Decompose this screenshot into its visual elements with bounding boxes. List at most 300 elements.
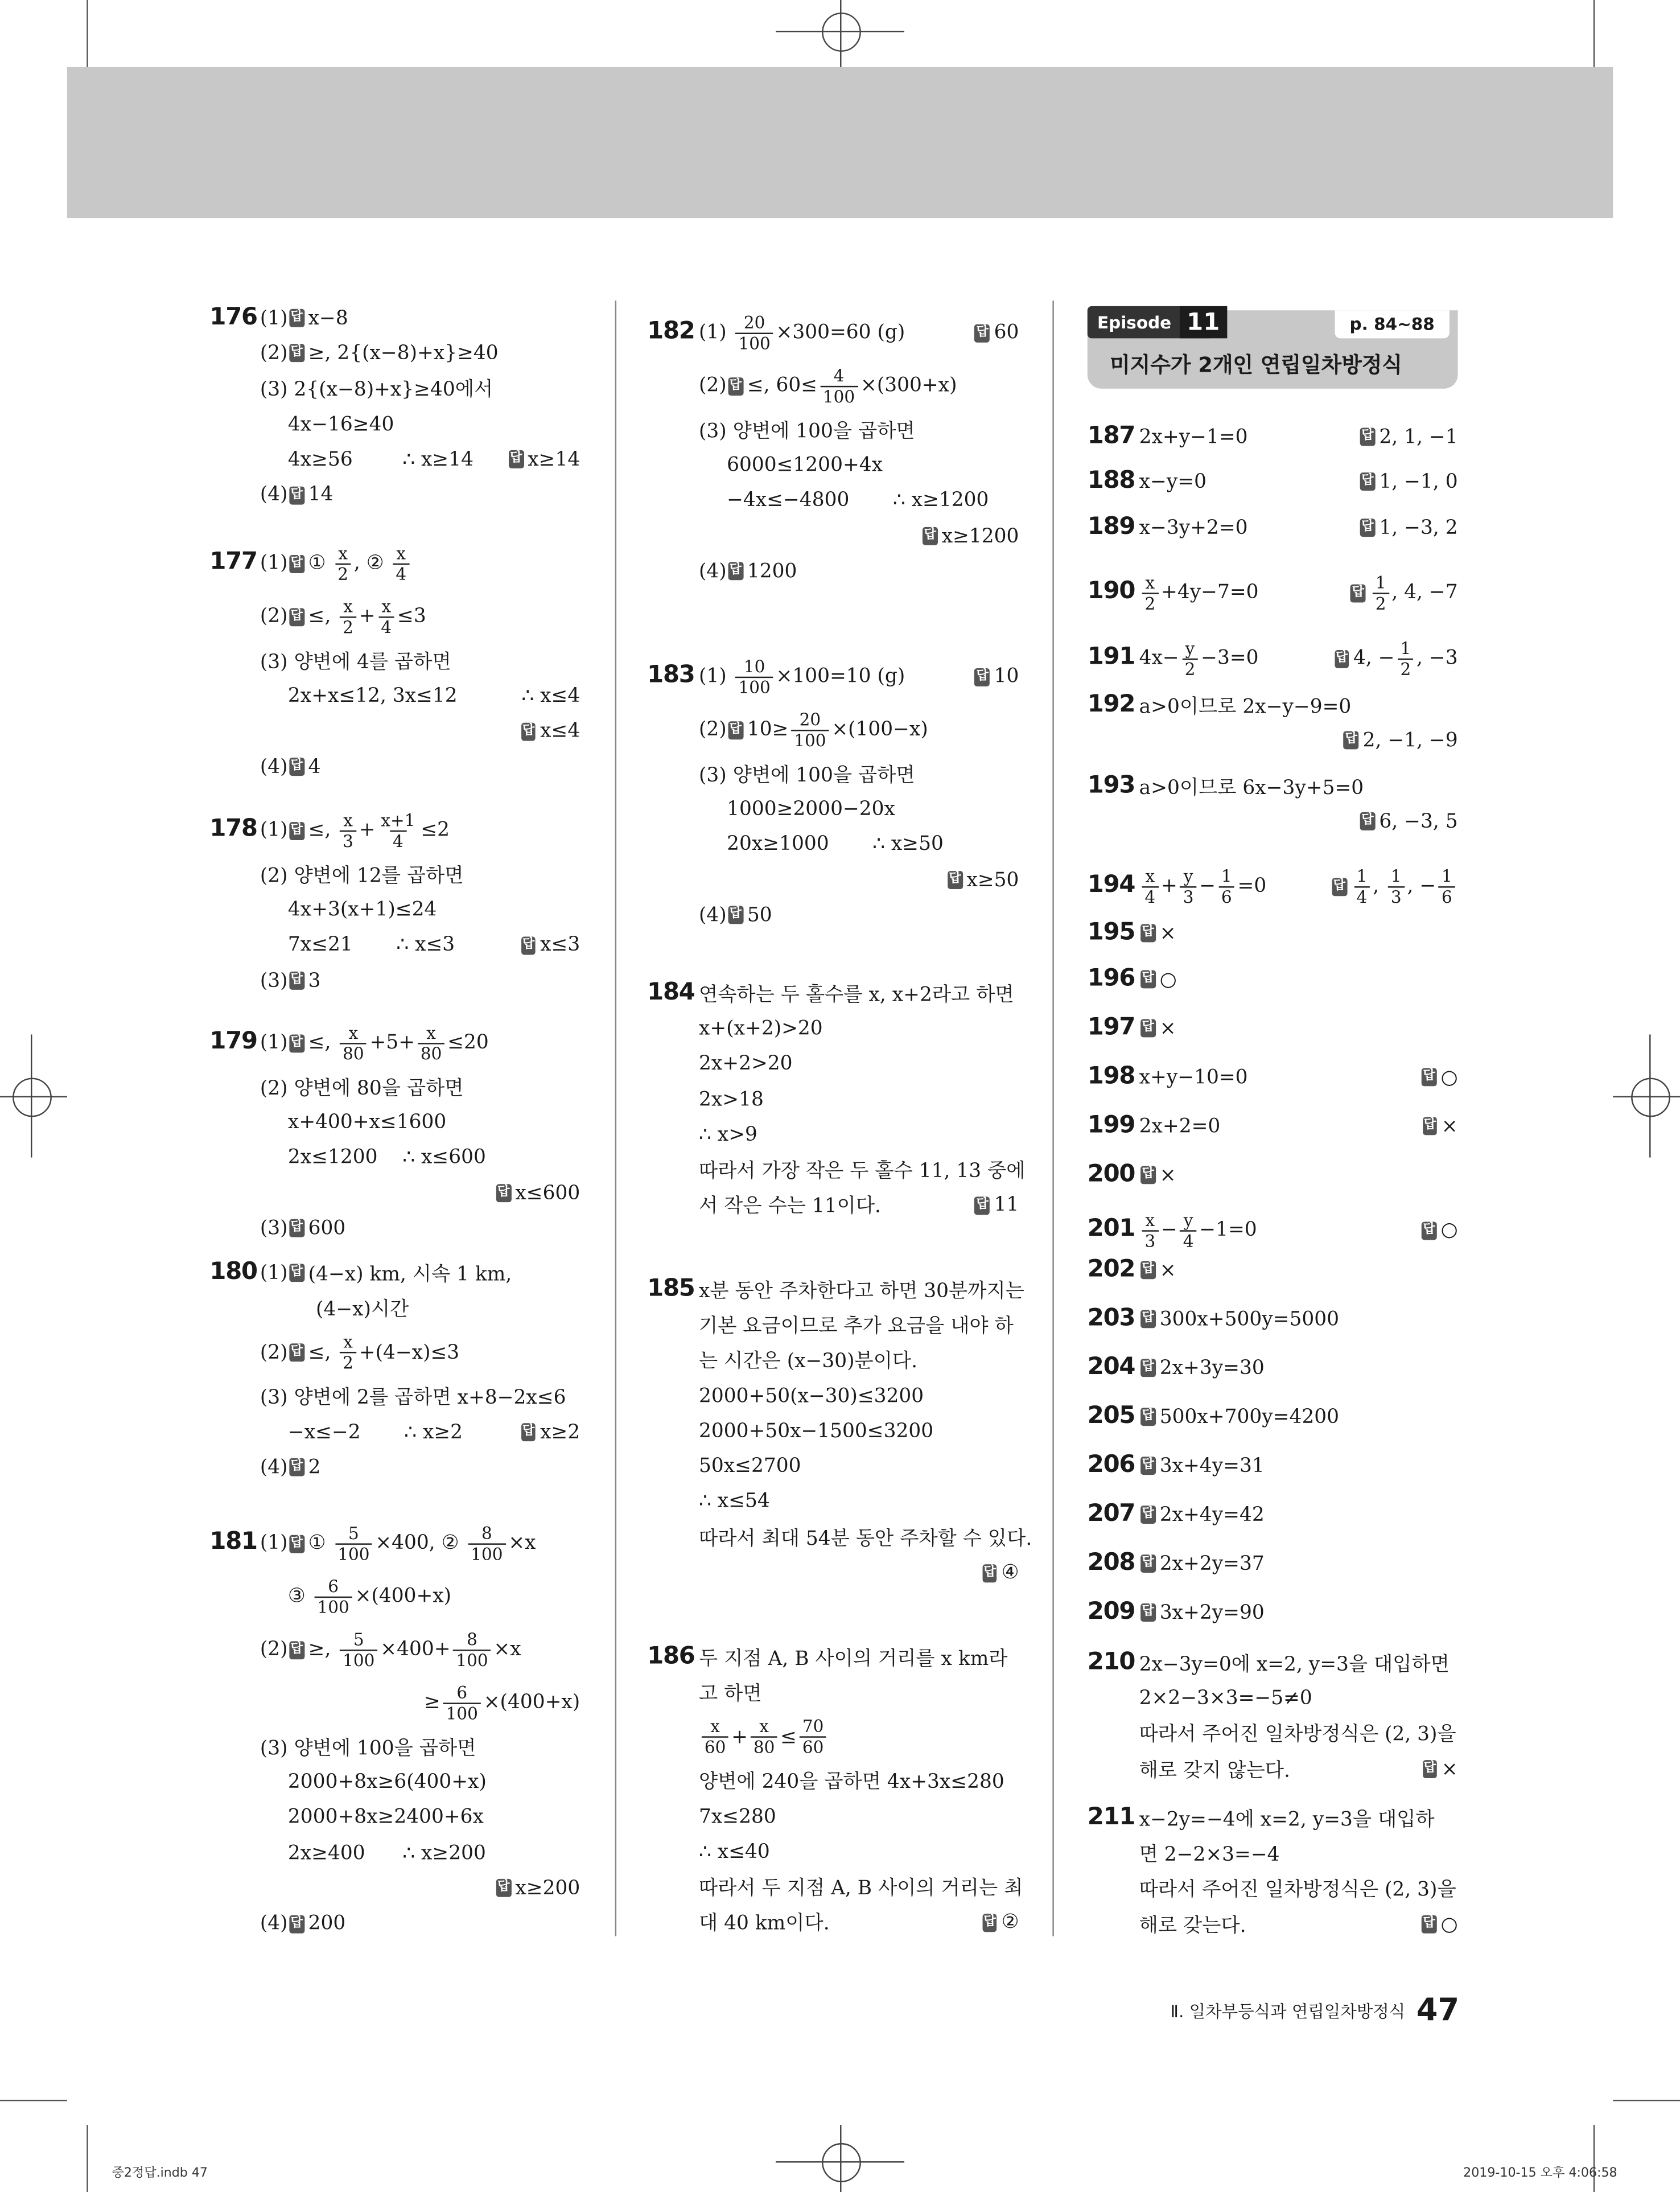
- crop-mark: [1613, 2100, 1680, 2101]
- solution-line: [699, 1082, 1019, 1117]
- episode-label: Episode: [1097, 312, 1172, 332]
- solution-line: [1139, 1302, 1458, 1337]
- numerator: x: [1145, 1210, 1155, 1230]
- problem: [647, 1272, 1032, 1590]
- line-answer: [520, 934, 580, 956]
- line-answer: [1420, 1913, 1457, 1935]
- math-text: +5+: [369, 1031, 415, 1054]
- fraction: [418, 1023, 444, 1063]
- math-text: x≤3: [540, 934, 580, 957]
- math-text: ×: [1159, 1259, 1176, 1282]
- math-text: 6, −3, 5: [1379, 811, 1458, 833]
- line-text: [1139, 1910, 1246, 1938]
- line-text: [1139, 1357, 1265, 1379]
- answer-icon: 답: [1360, 472, 1375, 491]
- solution-line: [699, 756, 1019, 792]
- solution-line: [260, 336, 580, 371]
- math-text: 2, −1, −9: [1362, 729, 1458, 752]
- problem-body: [1139, 1158, 1458, 1193]
- solution-line: [1139, 632, 1458, 685]
- solution-line: [260, 1906, 580, 1942]
- numerator: x: [759, 1717, 769, 1737]
- math-text: 2000+50(x−30)≤3200: [699, 1384, 924, 1408]
- solution-line: [699, 792, 1019, 827]
- problem: [1088, 566, 1458, 619]
- denominator: 4: [393, 563, 409, 584]
- math-text: 2x+2=0: [1139, 1115, 1221, 1138]
- fraction: [340, 1023, 367, 1063]
- math-text: (1): [699, 321, 733, 344]
- solution-line: [699, 898, 1019, 933]
- solution-line: [1139, 420, 1458, 455]
- math-text: (2): [699, 718, 727, 741]
- solution-line: [1139, 723, 1458, 758]
- solution-line: [260, 1835, 580, 1870]
- line-answer: [974, 665, 1019, 688]
- solution-line: [260, 1105, 580, 1140]
- numerator: 10: [743, 656, 765, 676]
- math-text: 20x≥1000 ∴ x≥50: [727, 833, 944, 856]
- math-text: ∴ x≤40: [699, 1841, 770, 1864]
- math-text: (2) 양변에 12를 곱하면: [260, 865, 464, 887]
- problem-body: [1139, 1060, 1458, 1095]
- math-text: x+400+x≤1600: [287, 1111, 447, 1134]
- problem: [1088, 1253, 1458, 1288]
- line-answer: [921, 525, 1019, 547]
- fraction: [1218, 866, 1235, 906]
- problem-number: 209: [1087, 1598, 1135, 1626]
- math-text: 따라서 주어진 일차방정식은 (2, 3)을: [1139, 1724, 1456, 1747]
- solution-line: [260, 537, 580, 590]
- numerator: x+1: [381, 810, 415, 830]
- answer-icon: 답: [1140, 924, 1155, 943]
- line-text: [260, 810, 450, 850]
- denominator: 100: [820, 385, 858, 406]
- math-text: (4): [699, 560, 727, 583]
- solution-line: [699, 1484, 1019, 1520]
- solution-line: [260, 1414, 580, 1450]
- solution-line: [1139, 1836, 1458, 1871]
- line-text: [699, 1053, 793, 1075]
- line-text: [699, 416, 915, 444]
- problem-body: [1139, 632, 1458, 685]
- problem-body: [1139, 1800, 1458, 1942]
- problem: [209, 301, 580, 513]
- solution-line: [260, 1211, 580, 1246]
- math-text: 2x+3y=30: [1159, 1356, 1265, 1380]
- denominator: 100: [335, 1543, 372, 1564]
- line-answer: [521, 685, 580, 707]
- denominator: 2: [340, 1352, 356, 1373]
- fraction: [736, 312, 773, 353]
- solution-line: [1139, 1497, 1458, 1532]
- solution-line: [699, 827, 1019, 862]
- line-text: [260, 1073, 464, 1101]
- line-text: [1139, 1553, 1265, 1575]
- problem-number: 184: [647, 978, 695, 1007]
- column-divider: [615, 301, 616, 1936]
- numerator: y: [1185, 638, 1195, 658]
- math-text: 11: [994, 1194, 1019, 1217]
- line-text: [699, 1156, 1026, 1184]
- problem-number: 191: [1087, 643, 1135, 671]
- solution-line: [1139, 510, 1458, 545]
- solution-line: [260, 1070, 580, 1105]
- math-text: 2x+2>20: [699, 1052, 793, 1076]
- problem: [1088, 916, 1458, 951]
- line-answer: [1343, 730, 1458, 752]
- line-text: [260, 1913, 346, 1935]
- math-text: ∴ x≤54: [699, 1491, 770, 1514]
- numerator: x: [343, 1332, 353, 1352]
- solution-line: [260, 590, 580, 643]
- fraction: [1142, 866, 1159, 906]
- problem-body: [1139, 1448, 1458, 1483]
- crop-mark: [87, 0, 88, 67]
- solution-line: [260, 301, 580, 336]
- math-text: −1=0: [1199, 1219, 1257, 1241]
- solution-line: [1139, 464, 1458, 499]
- math-text: ≤,: [308, 819, 337, 842]
- line-text: [1139, 1755, 1290, 1783]
- fraction: [340, 810, 356, 850]
- answer-icon: 답: [728, 721, 743, 739]
- line-text: [288, 685, 458, 707]
- line-text: [699, 1124, 757, 1146]
- problem: [647, 976, 1026, 1223]
- line-text: [260, 1383, 566, 1411]
- math-text: (1): [260, 552, 288, 575]
- line-answer: [946, 869, 1019, 891]
- line-answer: [1358, 426, 1457, 448]
- numerator: 1: [1375, 572, 1386, 593]
- answer-icon: 답: [1140, 1408, 1155, 1426]
- line-answer: [1358, 811, 1457, 833]
- numerator: 6: [328, 1576, 339, 1596]
- problem: [1088, 1800, 1458, 1942]
- math-text: −: [1161, 1219, 1177, 1241]
- math-text: (2): [699, 375, 727, 397]
- math-text: 50: [747, 904, 772, 927]
- solution-line: [1139, 1546, 1458, 1581]
- math-text: 500x+700y=4200: [1159, 1405, 1339, 1429]
- answer-icon: 답: [1140, 1359, 1155, 1377]
- answer-icon: 답: [1140, 1506, 1155, 1524]
- denominator: 2: [1142, 592, 1159, 613]
- answer-icon: 답: [1344, 732, 1358, 750]
- numerator: 20: [799, 709, 821, 729]
- answer-icon: 답: [289, 1458, 304, 1477]
- problem-number: 198: [1087, 1062, 1135, 1091]
- fraction: [1398, 638, 1414, 678]
- answer-icon: 답: [1360, 428, 1375, 446]
- answer-icon: 답: [1422, 1068, 1436, 1087]
- math-text: ×300=60 (g): [776, 321, 905, 344]
- math-text: (1): [260, 1261, 288, 1285]
- math-text: ○: [1440, 1066, 1458, 1089]
- denominator: 100: [468, 1543, 505, 1564]
- answer-icon: 답: [1422, 1117, 1437, 1136]
- line-text: [699, 1491, 770, 1513]
- line-text: [1139, 1406, 1339, 1428]
- line-text: [699, 365, 957, 406]
- math-text: 2x>18: [699, 1088, 764, 1111]
- answer-icon: 답: [289, 821, 304, 840]
- solution-line: [699, 306, 1019, 359]
- numerator: 1: [1400, 638, 1411, 658]
- math-text: 2000+8x≥6(400+x): [287, 1771, 487, 1794]
- solution-line: [260, 1140, 580, 1175]
- solution-line: [260, 643, 580, 678]
- solution-line: [260, 478, 580, 513]
- line-text: [1139, 1017, 1176, 1039]
- denominator: 80: [340, 1042, 367, 1063]
- fraction: [1373, 573, 1389, 613]
- math-text: 1, −1, 0: [1379, 470, 1458, 493]
- numerator: 20: [743, 312, 765, 332]
- line-answer: [520, 1421, 580, 1443]
- problem-number: 208: [1087, 1549, 1135, 1577]
- problem: [209, 804, 580, 998]
- solution-line: [699, 976, 1019, 1011]
- math-text: 60: [994, 321, 1019, 344]
- solution-line: [260, 1379, 580, 1414]
- answer-icon: 답: [289, 1915, 304, 1933]
- denominator: 100: [791, 729, 829, 750]
- fraction: [340, 1629, 377, 1669]
- math-text: (1): [260, 1532, 288, 1555]
- line-text: [727, 490, 989, 512]
- line-text: [260, 1259, 512, 1287]
- line-text: [699, 1679, 762, 1707]
- math-text: 7x≤280: [699, 1806, 776, 1828]
- line-text: [699, 980, 1014, 1007]
- problem-body: [1139, 1646, 1458, 1787]
- math-text: ○: [1440, 1913, 1458, 1936]
- math-text: ≤, 60≤: [747, 375, 818, 397]
- solution-line: [260, 928, 580, 963]
- answer-icon: 답: [289, 758, 304, 776]
- line-text: [288, 413, 394, 435]
- math-text: 두 지점 A, B 사이의 거리를 x km라: [699, 1647, 1008, 1671]
- line-answer: [1333, 638, 1458, 678]
- line-text: [288, 934, 455, 956]
- math-text: x≥1200: [941, 525, 1019, 548]
- line-text: [260, 969, 321, 992]
- problem: [647, 650, 1019, 933]
- problem: [209, 1255, 580, 1485]
- solution-line: [699, 483, 1019, 519]
- crop-mark: [87, 2125, 88, 2192]
- solution-line: [260, 1291, 580, 1326]
- answer-icon: 답: [948, 871, 962, 889]
- answer-icon: 답: [496, 1880, 511, 1898]
- problem: [1088, 769, 1458, 840]
- solution-line: [260, 804, 580, 857]
- line-text: [1139, 772, 1364, 800]
- solution-line: [699, 1835, 1019, 1870]
- math-text: x≥14: [528, 448, 580, 471]
- solution-line: [699, 519, 1019, 554]
- math-text: ≥,: [308, 1638, 337, 1661]
- math-text: (3) 양변에 100을 곱하면: [699, 764, 915, 787]
- line-text: [260, 1457, 321, 1479]
- math-text: (4): [260, 1456, 288, 1479]
- math-text: ≤: [780, 1726, 797, 1749]
- solution-line: [699, 413, 1019, 448]
- answer-icon: 답: [1334, 649, 1349, 668]
- solution-line: [1139, 859, 1458, 912]
- problem: [1088, 1109, 1458, 1144]
- line-text: [288, 1842, 486, 1864]
- numerator: 8: [481, 1523, 492, 1543]
- registration-mark: [840, 2125, 841, 2192]
- problem-body: [260, 537, 580, 784]
- line-text: [1139, 968, 1177, 990]
- problem-number: 179: [209, 1027, 257, 1056]
- solution-line: [1139, 769, 1458, 804]
- solution-line: [1139, 1872, 1458, 1907]
- problem-number: 196: [1087, 964, 1135, 993]
- line-answer: [1421, 1115, 1458, 1137]
- line-text: [1139, 1504, 1265, 1526]
- crop-mark: [1593, 2125, 1595, 2192]
- math-text: −4x≤−4800 ∴ x≥1200: [727, 490, 989, 512]
- line-text: [1139, 1602, 1265, 1624]
- problem: [1088, 688, 1458, 758]
- numerator: 1: [1390, 866, 1402, 886]
- math-text: 10: [994, 665, 1019, 688]
- answer-icon: 답: [521, 936, 536, 955]
- problem: [1088, 1546, 1458, 1581]
- solution-line: [260, 857, 580, 893]
- math-text: 면 2−2×3=−4: [1139, 1844, 1280, 1866]
- problem-number: 206: [1087, 1451, 1135, 1479]
- numerator: x: [343, 596, 353, 616]
- answer-icon: 답: [1360, 519, 1375, 537]
- math-text: 4x+3(x+1)≤24: [287, 899, 437, 922]
- crop-mark: [0, 2100, 67, 2101]
- problem-number: 192: [1087, 690, 1135, 719]
- denominator: 2: [1373, 592, 1389, 613]
- answer-icon: 답: [1332, 877, 1347, 895]
- page-number: 47: [1416, 1993, 1460, 2029]
- answer-icon: 답: [289, 607, 304, 626]
- math-text: +: [731, 1726, 748, 1749]
- answer-icon: 답: [1140, 1166, 1155, 1185]
- denominator: 100: [443, 1702, 481, 1723]
- answer-icon: 답: [1140, 1554, 1155, 1573]
- solution-line: [1139, 962, 1458, 997]
- math-text: ①: [308, 552, 332, 575]
- problem-body: [260, 301, 580, 513]
- problem-number: 186: [647, 1642, 695, 1671]
- math-text: (2): [260, 605, 288, 628]
- problem-body: [1139, 1302, 1458, 1337]
- math-text: 기본 요금이므로 추가 요금을 내야 하: [699, 1315, 1014, 1338]
- solution-line: [260, 1326, 580, 1379]
- math-text: ∴ x>9: [699, 1124, 757, 1146]
- problem: [1088, 1646, 1458, 1787]
- numerator: x: [396, 543, 406, 563]
- solution-line: [699, 1640, 1019, 1675]
- solution-line: [1139, 1158, 1458, 1193]
- denominator: 3: [1142, 1229, 1159, 1251]
- math-text: 4, −: [1353, 647, 1395, 670]
- answer-icon: 답: [289, 1640, 304, 1659]
- problem-body: [1139, 688, 1458, 758]
- fraction: [378, 596, 395, 636]
- line-text: [1139, 1066, 1248, 1088]
- fraction: [1388, 866, 1405, 906]
- problem-number: 210: [1087, 1648, 1135, 1676]
- solution-line: [699, 1905, 1019, 1940]
- math-text: 7x≤21 ∴ x≤3: [287, 934, 455, 957]
- math-text: 2x≥400 ∴ x≥200: [287, 1841, 486, 1865]
- answer-icon: 답: [509, 451, 524, 469]
- line-text: [699, 1347, 917, 1375]
- solution-line: [699, 1763, 1019, 1799]
- problem-number: 204: [1087, 1353, 1135, 1381]
- math-text: ≤,: [308, 605, 337, 628]
- problem-number: 189: [1087, 513, 1135, 541]
- denominator: 100: [315, 1596, 352, 1617]
- fraction: [443, 1683, 481, 1723]
- line-text: [260, 596, 426, 636]
- line-text: [288, 1146, 486, 1169]
- solution-line: [260, 371, 580, 406]
- answer-icon: 답: [1422, 1915, 1436, 1934]
- math-text: 2000+50x−1500≤3200: [699, 1420, 934, 1443]
- math-text: x분 동안 주차한다고 하면 30분까지는: [699, 1280, 1024, 1303]
- solution-line: [1139, 1204, 1458, 1257]
- answer-icon: 답: [975, 1196, 990, 1215]
- numerator: y: [1183, 866, 1193, 886]
- solution-line: [699, 1449, 1019, 1484]
- line-answer: [974, 1194, 1019, 1216]
- fraction: [340, 1333, 356, 1373]
- math-text: ≥: [424, 1691, 440, 1714]
- numerator: x: [348, 1022, 359, 1042]
- solution-line: [260, 1676, 580, 1729]
- math-text: −: [1199, 875, 1216, 898]
- math-text: x−2y=−4에 x=2, y=3을 대입하: [1139, 1808, 1435, 1831]
- problem-number: 200: [1087, 1160, 1135, 1188]
- chapter-title: Ⅱ. 일차부등식과 연립일차방정식: [1170, 2001, 1406, 2022]
- math-text: (1): [260, 1031, 288, 1054]
- numerator: 70: [802, 1717, 824, 1737]
- math-text: 따라서 두 지점 A, B 사이의 거리는 최: [699, 1877, 1023, 1901]
- solution-line: [260, 1017, 580, 1070]
- solution-line: [260, 714, 580, 749]
- registration-mark: [1649, 1034, 1650, 1157]
- math-text: 6000≤1200+4x: [727, 454, 883, 477]
- line-text: [1139, 1649, 1450, 1677]
- fraction: [393, 543, 409, 583]
- problem-body: [1139, 769, 1458, 840]
- denominator: 4: [1180, 1229, 1197, 1251]
- line-answer: [520, 720, 580, 742]
- fraction: [335, 1523, 372, 1564]
- line-answer: [1358, 517, 1457, 539]
- math-text: ∴ x≤4: [521, 685, 580, 708]
- math-text: +4y−7=0: [1161, 581, 1259, 604]
- line-text: [260, 1523, 536, 1564]
- math-text: (1): [699, 665, 733, 688]
- answer-icon: 답: [975, 668, 990, 686]
- math-text: ○: [1440, 1219, 1458, 1241]
- line-text: [260, 1629, 521, 1669]
